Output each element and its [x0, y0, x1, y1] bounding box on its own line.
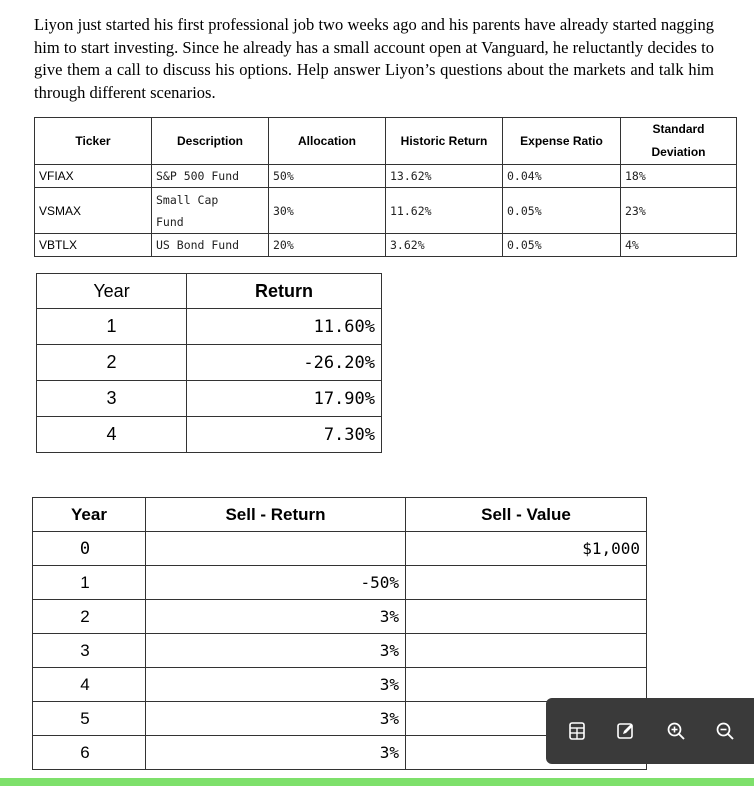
std-dev-cell: 4%: [621, 234, 737, 257]
sell-return-cell: -50%: [146, 566, 406, 600]
table-header-row: [35, 118, 737, 165]
historic-return-cell: 11.62%: [386, 188, 503, 234]
table-row: [37, 381, 382, 417]
ticker-cell: VBTLX: [35, 234, 152, 257]
year-cell: 4: [33, 668, 146, 702]
table-row: [37, 345, 382, 381]
intro-paragraph: Liyon just started his first professional job two weeks ago and his parents have already started nagging him to start investing. Since he already has a small account open at Vanguard, he reluctantly decides to give them a call to discuss his options. Help answer Liyon’s questions about the markets and talk him through different scenarios.: [34, 15, 714, 102]
table-row: [33, 634, 647, 668]
ticker-cell: VFIAX: [35, 165, 152, 188]
year-cell: 4: [37, 417, 187, 453]
std-dev-cell: 23%: [621, 188, 737, 234]
table-row: [33, 532, 647, 566]
sell-return-cell: 3%: [146, 634, 406, 668]
table-header-row: [33, 498, 647, 532]
year-cell: 0: [33, 532, 146, 566]
returns-table: [36, 273, 382, 453]
sell-return-cell: 3%: [146, 600, 406, 634]
bottom-accent-bar: [0, 778, 754, 786]
sell-return-cell: 3%: [146, 668, 406, 702]
sell-value-cell: [406, 634, 647, 668]
expense-ratio-cell: 0.05%: [503, 234, 621, 257]
table-row: [37, 417, 382, 453]
table-row: [35, 188, 737, 234]
column-header: Sell - Return: [146, 498, 406, 532]
table-header-row: [37, 274, 382, 309]
return-cell: 17.90%: [187, 381, 382, 417]
column-header: Historic Return: [386, 118, 503, 165]
allocation-cell: 20%: [269, 234, 386, 257]
return-cell: 11.60%: [187, 309, 382, 345]
table-row: [33, 668, 647, 702]
year-cell: 6: [33, 736, 146, 770]
column-header: Return: [187, 274, 382, 309]
year-cell: 3: [37, 381, 187, 417]
table-row: [37, 309, 382, 345]
table-row: [35, 234, 737, 257]
return-cell: -26.20%: [187, 345, 382, 381]
zoom-in-icon[interactable]: [661, 716, 691, 746]
std-dev-cell: 18%: [621, 165, 737, 188]
column-header: Expense Ratio: [503, 118, 621, 165]
sell-value-cell: [406, 668, 647, 702]
column-header: Sell - Value: [406, 498, 647, 532]
table-row: [33, 566, 647, 600]
year-cell: 2: [33, 600, 146, 634]
floating-toolbar: [546, 698, 754, 764]
allocation-cell: 50%: [269, 165, 386, 188]
sell-value-cell: [406, 600, 647, 634]
expense-ratio-cell: 0.04%: [503, 165, 621, 188]
column-header: Year: [37, 274, 187, 309]
expense-ratio-cell: 0.05%: [503, 188, 621, 234]
historic-return-cell: 13.62%: [386, 165, 503, 188]
description-cell: US Bond Fund: [152, 234, 269, 257]
year-cell: 1: [33, 566, 146, 600]
sell-value-cell: [406, 566, 647, 600]
description-cell: Small Cap Fund: [152, 188, 269, 234]
sell-return-cell: 3%: [146, 736, 406, 770]
historic-return-cell: 3.62%: [386, 234, 503, 257]
description-cell: S&P 500 Fund: [152, 165, 269, 188]
funds-table: [34, 117, 737, 257]
column-header: Ticker: [35, 118, 152, 165]
zoom-out-icon[interactable]: [710, 716, 740, 746]
column-header: Year: [33, 498, 146, 532]
year-cell: 3: [33, 634, 146, 668]
year-cell: 2: [37, 345, 187, 381]
sell-value-cell: $1,000: [406, 532, 647, 566]
year-cell: 1: [37, 309, 187, 345]
return-cell: 7.30%: [187, 417, 382, 453]
ticker-cell: VSMAX: [35, 188, 152, 234]
edit-note-icon[interactable]: [611, 716, 641, 746]
table-icon[interactable]: [562, 716, 592, 746]
year-cell: 5: [33, 702, 146, 736]
column-header: Standard Deviation: [621, 118, 737, 165]
column-header: Allocation: [269, 118, 386, 165]
table-row: [35, 165, 737, 188]
allocation-cell: 30%: [269, 188, 386, 234]
column-header: Description: [152, 118, 269, 165]
sell-return-cell: 3%: [146, 702, 406, 736]
table-row: [33, 600, 647, 634]
sell-return-cell: [146, 532, 406, 566]
